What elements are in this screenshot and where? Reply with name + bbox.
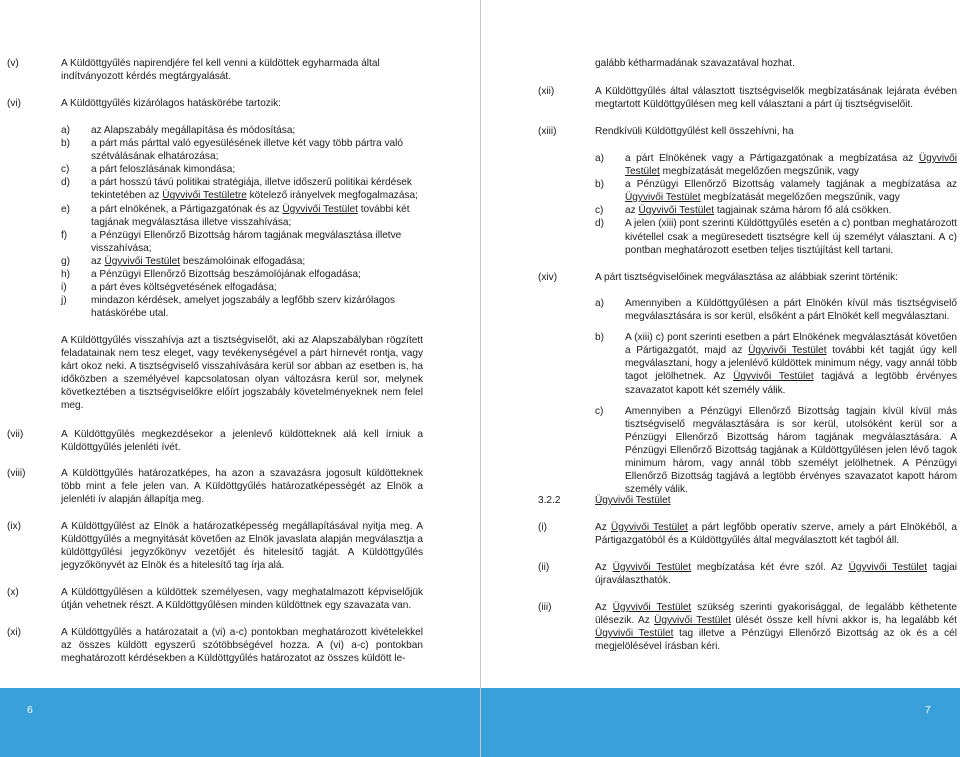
right-page-footer <box>481 688 960 757</box>
list-item-label: c) <box>595 405 604 417</box>
list-item <box>595 178 957 204</box>
list-item <box>61 281 423 294</box>
list-item-label: a) <box>595 298 604 309</box>
clause-vi-paragraph: A Küldöttgyűlés visszahívja azt a tisztségviselőt, aki az Alapszabályban rögzített feladatainak nem tesz eleget, vagy tevékenységével a párt hírnevét rontja, vagy kárt okoz neki. A tisztségviselő visszahívására kerül sor abban az esetben is, ha időközben a személyével kapcsolatosan olyan változásra kerül sor, melynek következtében a tisztségviselőkre előírt jogszabály követelményeknek nem felel meg. <box>61 335 423 412</box>
clause-label-ix: (ix) <box>7 521 22 532</box>
clause-label-i: (i) <box>538 522 547 533</box>
list-item-text: mindazon kérdések, amelyet jogszabály a legfőbb szerv kizárólagos hatáskörébe utal. <box>91 295 396 320</box>
list-item-label: b) <box>595 179 604 191</box>
clause-xiv-list <box>595 297 957 496</box>
list-item-text: Amennyiben a Küldöttgyűlésen a párt Elnökén kívül más tisztségviselő megválasztására is sor kerül, elsőként a párt Elnökét kell megválasztani. <box>625 298 957 323</box>
clause-ix-text: A Küldöttgyűlést az Elnök a határozatképesség megállapításával nyitja meg. A Küldöttgyűlés a megnyitását követően az Elnök javaslata alapján megválasztja a küldöttgyűlési jegyzőkönyv vezetőjét és hitelesítő tagját. A Küldöttgyűlés jegyzőkönyvét az Elnök és a hitelesítő tag írja alá. <box>61 521 423 572</box>
list-item-text: A (xiii) c) pont szerinti esetben a párt Elnökének megválasztását követően a Pártigazgatót, majd az Ügyvivői Testület további két tagját úgy kell megválasztani, hogy a jelenlévő küldöttek minimum négy, vagy annál több tagot jelölhetnek. Az Ügyvivői Testület tagjává a legtöbb érvényes szavazatot kapott két személy válik. <box>625 332 957 396</box>
list-item-text: a Pénzügyi Ellenőrző Bizottság valamely tagjának a megbízatása az Ügyvivői Testület megbízatását megelőzően megszűnik, vagy <box>625 179 957 204</box>
clause-label-x: (x) <box>7 587 19 598</box>
list-item <box>595 204 957 217</box>
list-item <box>595 217 957 256</box>
clause-xii-text: A Küldöttgyűlés által választott tisztségviselők megbízatásának lejárata évében megtartott Küldöttgyűlésen meg kell választani a párt új tisztségviselőit. <box>595 86 957 111</box>
list-item <box>61 255 423 268</box>
list-item-text: Amennyiben a Pénzügyi Ellenőrző Bizottság tagjain kívül kívül más tisztségviselő megválasztására is sor kerül, utolsóként kerül sor a Pénzügyi Ellenőrző Bizottság három tagjának megválasztására. A Pénzügyi Ellenőrző Bizottság tagjának a Küldöttgyűlésen jelen lévő tagok minimum három, vagy annál több személyt jelölhetnek. A Pénzügyi Ellenőrző Bizottság tagjává a legtöbb érvényes szavazatot kapott három személy válik. <box>625 405 957 496</box>
clause-label-vii: (vii) <box>7 429 24 440</box>
list-item-text: a párt éves költségvetésének elfogadása; <box>91 282 277 294</box>
section-number: 3.2.2 <box>538 495 561 506</box>
list-item-label: c) <box>595 205 604 217</box>
clause-iii-text: Az Ügyvivői Testület szükség szerinti gyakorisággal, de legalább kéthetente ülésezik. Az Ügyvivői Testület ülését össze kell hívni akkor is, ha legalább két Ügyvivői Testület tag illetve a Pénzügyi Ellenőrző Bizottság az ok és a cél megjelölésével írásban kéri. <box>595 602 957 653</box>
clause-vi-text: A Küldöttgyűlés kizárólagos hatáskörébe tartozik: <box>61 98 281 109</box>
list-item-text: a párt Elnökének vagy a Pártigazgatónak a megbízatása az Ügyvivői Testület megbízatását megelőzően megszűnik, vagy <box>625 153 957 178</box>
list-item <box>595 297 957 323</box>
list-item <box>61 294 423 320</box>
list-item <box>595 331 957 396</box>
list-item-label: c) <box>61 164 70 176</box>
list-item-label: j) <box>61 295 67 307</box>
page-number: 7 <box>925 704 931 716</box>
list-item-text: az Ügyvivői Testület tagjainak száma három fő alá csökken. <box>625 205 892 217</box>
list-item-text: a párt feloszlásának kimondása; <box>91 164 236 176</box>
clause-vii-text: A Küldöttgyűlés megkezdésekor a jelenlevő küldötteknek alá kell írniuk a Küldöttgyűlés jelenléti ívét. <box>61 429 423 454</box>
list-item-text: a párt elnökének, a Pártigazgatónak és az Ügyvivői Testület további két tagjának megválasztása illetve visszahívása; <box>91 203 410 228</box>
clause-xiii-list <box>595 152 957 257</box>
clause-i-text: Az Ügyvivői Testület a párt legfőbb operatív szerve, amely a párt Elnökéből, a Pártigazgatóból és a Küldöttgyűlés által megválasztott két tagból áll. <box>595 522 957 547</box>
list-item-label: f) <box>61 229 68 241</box>
clause-label-vi: (vi) <box>7 98 22 109</box>
list-item <box>61 163 423 176</box>
list-item <box>595 152 957 178</box>
list-item <box>61 176 423 202</box>
section-title: Ügyvivői Testület <box>595 495 671 506</box>
list-item-label: i) <box>61 282 67 294</box>
list-item-label: d) <box>61 177 70 189</box>
list-item-label: d) <box>595 218 604 230</box>
list-item-label: b) <box>61 138 70 150</box>
list-item <box>61 137 423 163</box>
left-page-footer <box>0 688 480 757</box>
list-item-text: a párt más párttal való egyesülésének illetve két vagy több pártra való szétválásának elhatározása; <box>91 138 403 163</box>
clause-label-xi: (xi) <box>7 627 22 638</box>
clause-xi-text: A Küldöttgyűlés a határozatait a (vi) a-c) pontokban meghatározott kivételekkel az összes küldött egyszerű szótöbbségével hozza. A (vi) a-c) pontokban meghatározott kérdésekben a Küldöttgyűlés határozatot az összes küldött le- <box>61 627 423 665</box>
clause-label-ii: (ii) <box>538 562 550 573</box>
clause-viii-text: A Küldöttgyűlés határozatképes, ha azon a szavazásra jogosult küldötteknek több mint a fele jelen van. A Küldöttgyűlés határozatképességét az Elnök a jelenléti ív alapján állapítja meg. <box>61 468 423 506</box>
list-item-label: a) <box>595 153 604 164</box>
clause-xiii-text: Rendkívüli Küldöttgyűlést kell összehívni, ha <box>595 126 794 137</box>
clause-ii-text: Az Ügyvivői Testület megbízatása két évre szól. Az Ügyvivői Testület tagjai újraválaszthatók. <box>595 562 957 587</box>
clause-vi-list <box>61 124 423 320</box>
list-item-text: az Ügyvivői Testület beszámolóinak elfogadása; <box>91 255 306 267</box>
list-item <box>595 405 957 497</box>
list-item <box>61 229 423 255</box>
clause-label-v: (v) <box>7 58 19 69</box>
list-item-label: a) <box>61 125 70 136</box>
list-item-text: A jelen (xiii) pont szerinti Küldöttgyűlés esetén a c) pontban meghatározott kivétellel csak a megüresedett tisztségre kell új személyt választani. A c) pontban meghatározott esetben teljes tisztújítást kell tartani. <box>625 218 957 256</box>
list-item-label: h) <box>61 269 70 281</box>
list-item-label: b) <box>595 332 604 344</box>
list-item <box>61 124 423 137</box>
list-item-label: g) <box>61 255 70 267</box>
clause-label-xiv: (xiv) <box>538 272 558 283</box>
list-item <box>61 268 423 281</box>
list-item-text: a Pénzügyi Ellenőrző Bizottság beszámolójának elfogadása; <box>91 269 361 281</box>
clause-v-text: A Küldöttgyűlés napirendjére fel kell venni a küldöttek egyharmada által indítványozott kérdés megtárgyalását. <box>61 58 380 83</box>
clause-x-text: A Küldöttgyűlésen a küldöttek személyesen, vagy meghatalmazott képviselőjük útján vehetnek részt. A Küldöttgyűlésen minden küldöttnek egy szavazata van. <box>61 587 423 612</box>
clause-label-xiii: (xiii) <box>538 126 557 137</box>
list-item-text: a Pénzügyi Ellenőrző Bizottság három tagjának megválasztása illetve visszahívása; <box>91 229 402 254</box>
clause-label-xii: (xii) <box>538 86 555 97</box>
clause-xiv-text: A párt tisztségviselőinek megválasztása az alábbiak szerint történik: <box>595 272 898 283</box>
list-item <box>61 203 423 229</box>
clause-label-viii: (viii) <box>7 468 26 479</box>
list-item-text: a párt hosszú távú politikai stratégiája, illetve időszerű politikai kérdések tekintetében az Ügyvivői Testületre kötelező irányelvek megfogalmazása; <box>91 177 418 202</box>
list-item-text: az Alapszabály megállapítása és módosítása; <box>91 125 296 136</box>
right-page <box>481 0 960 757</box>
list-item-label: e) <box>61 203 70 215</box>
page-number: 6 <box>27 704 33 716</box>
clause-xi-continuation: galább kétharmadának szavazatával hozhat. <box>595 58 795 69</box>
clause-label-iii: (iii) <box>538 602 552 613</box>
